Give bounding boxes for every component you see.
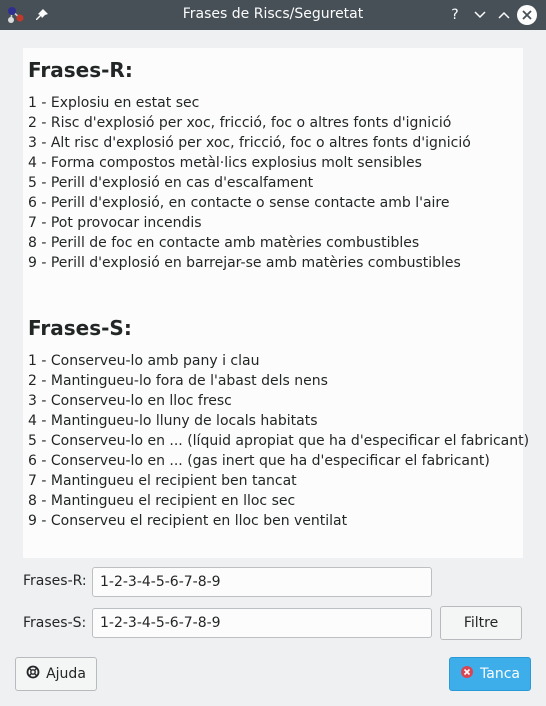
r-phrases-label: Frases-R: bbox=[23, 573, 87, 589]
phrase-item: 7 - Pot provocar incendis bbox=[28, 215, 202, 231]
close-button-label: Tanca bbox=[480, 666, 520, 682]
phrase-item: 2 - Risc d'explosió per xoc, fricció, foc o altres fonts d'ignició bbox=[28, 115, 452, 131]
phrase-item: 6 - Perill d'explosió, en contacte o sense contacte amb l'aire bbox=[28, 195, 450, 211]
phrases-text-area[interactable] bbox=[23, 48, 530, 558]
phrase-item: 2 - Mantingueu-lo fora de l'abast dels nens bbox=[28, 373, 328, 389]
lifebuoy-icon bbox=[26, 665, 40, 683]
close-button[interactable] bbox=[449, 657, 531, 691]
phrase-item: 4 - Mantingueu-lo lluny de locals habitats bbox=[28, 413, 318, 429]
s-phrases-list bbox=[28, 351, 529, 531]
phrase-item: 3 - Conserveu-lo en lloc fresc bbox=[28, 393, 232, 409]
phrase-item: 8 - Perill de foc en contacte amb matèries combustibles bbox=[28, 235, 420, 251]
minimize-icon[interactable] bbox=[470, 5, 490, 25]
phrase-item: 9 - Perill d'explosió en barrejar-se amb matèries combustibles bbox=[28, 255, 461, 271]
filter-button-label: Filtre bbox=[463, 615, 499, 631]
r-phrases-list bbox=[28, 93, 471, 273]
maximize-icon[interactable] bbox=[494, 5, 514, 25]
window-title: Frases de Riscs/Seguretat bbox=[182, 6, 364, 22]
filter-button[interactable] bbox=[440, 606, 522, 640]
phrase-item: 4 - Forma compostos metàl·lics explosius molt sensibles bbox=[28, 155, 422, 171]
s-phrases-heading: Frases-S: bbox=[28, 316, 132, 340]
phrase-item: 1 - Conserveu-lo amb pany i clau bbox=[28, 353, 260, 369]
close-circle-icon bbox=[460, 665, 474, 683]
phrase-item: 9 - Conserveu el recipient en lloc ben ventilat bbox=[28, 513, 348, 529]
r-phrases-input[interactable]: 1-2-3-4-5-6-7-8-9 bbox=[92, 567, 432, 597]
phrase-item: 1 - Explosiu en estat sec bbox=[28, 95, 200, 111]
close-window-icon[interactable] bbox=[517, 5, 537, 25]
phrase-item: 7 - Mantingueu el recipient ben tancat bbox=[28, 473, 297, 489]
s-phrases-label: Frases-S: bbox=[23, 615, 87, 631]
s-phrases-input[interactable]: 1-2-3-4-5-6-7-8-9 bbox=[92, 608, 432, 638]
title-bar[interactable] bbox=[0, 0, 546, 30]
help-question-icon[interactable]: ? bbox=[451, 7, 459, 23]
phrase-item: 3 - Alt risc d'explosió per xoc, fricció, foc o altres fonts d'ignició bbox=[28, 135, 471, 151]
phrase-item: 6 - Conserveu-lo en ... (gas inert que ha d'especificar el fabricant) bbox=[28, 453, 490, 469]
help-button[interactable] bbox=[15, 657, 97, 691]
r-phrases-heading: Frases-R: bbox=[28, 58, 133, 82]
phrase-item: 5 - Conserveu-lo en ... (líquid apropiat que ha d'especificar el fabricant) bbox=[28, 433, 530, 449]
phrase-item: 5 - Perill d'explosió en cas d'escalfament bbox=[28, 175, 314, 191]
phrase-item: 8 - Mantingueu el recipient en lloc sec bbox=[28, 493, 296, 509]
help-button-label: Ajuda bbox=[46, 666, 86, 682]
